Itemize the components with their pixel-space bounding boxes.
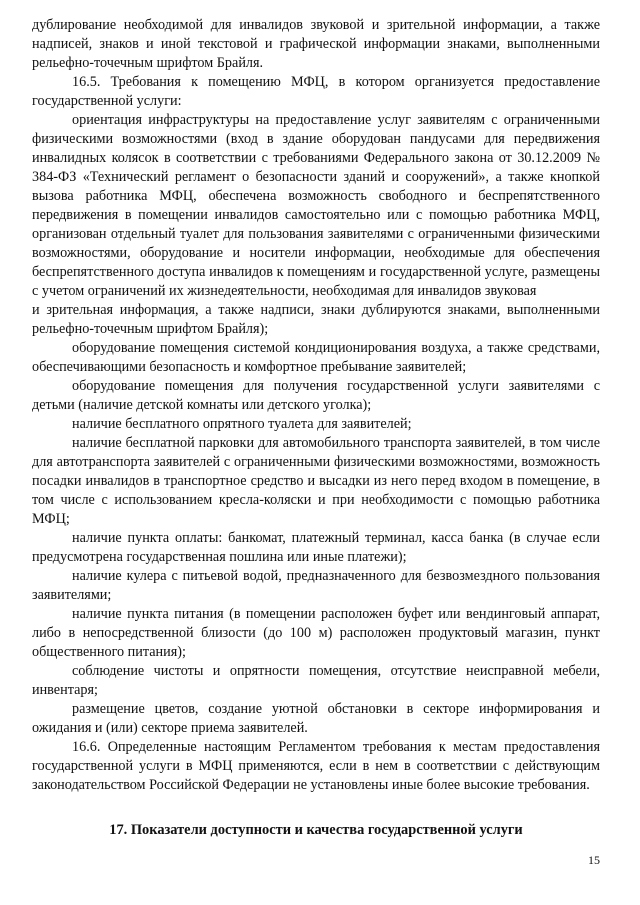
- paragraph: размещение цветов, создание уютной обстановки в секторе информирования и ожидания и (или) секторе приема заявителей.: [32, 701, 600, 736]
- paragraph: наличие бесплатной парковки для автомобильного транспорта заявителей, в том числе для автотранспорта заявителей с ограниченными физическими возможностями, возможность посадки инвалидов в транспортное средство и высадки из него перед входом в помещение, в том числе с использованием кресла-коляски и при необходимости с помощью работника МФЦ;: [32, 435, 600, 527]
- paragraph: оборудование помещения системой кондиционирования воздуха, а также средствами, обеспечивающими безопасность и комфортное пребывание заявителей;: [32, 340, 600, 375]
- document-body: [32, 16, 600, 795]
- paragraph: 16.5. Требования к помещению МФЦ, в котором организуется предоставление государственной услуги:: [32, 74, 600, 109]
- paragraph: наличие пункта питания (в помещении расположен буфет или вендинговый аппарат, либо в непосредственной близости (до 100 м) расположен продуктовый магазин, пункт общественного питания);: [32, 606, 600, 660]
- paragraph: ориентация инфраструктуры на предоставление услуг заявителям с ограниченными физическими возможностями (вход в здание оборудован пандусами для передвижения инвалидных колясок в соответствии с требованиями Федерального закона от 30.12.2009 № 384-ФЗ «Технический регламент о безопасности зданий и сооружений», а также кнопкой вызова работника МФЦ, обеспечена возможность свободного и беспрепятственного передвижения в помещении инвалидов самостоятельно или с помощью работника МФЦ, организован отдельный туалет для пользования заявителями с ограниченными физическими возможностями, оборудование и носители информации, необходимые для обеспечения беспрепятственного доступа инвалидов к помещениям и государственной услуге, размещены с учетом ограничений их жизнедеятельности, необходимая для инвалидов звуковая: [32, 112, 600, 299]
- paragraph: и зрительная информация, а также надписи, знаки дублируются знаками, выполненными рельефно-точечным шрифтом Брайля);: [32, 302, 600, 337]
- paragraph: 16.6. Определенные настоящим Регламентом требования к местам предоставления государственной услуги в МФЦ применяются, если в нем в соответствии с действующим законодательством Российской Федерации не установлены иные более высокие требования.: [32, 739, 600, 793]
- paragraph: оборудование помещения для получения государственной услуги заявителями с детьми (наличие детской комнаты или детского уголка);: [32, 378, 600, 413]
- paragraph: дублирование необходимой для инвалидов звуковой и зрительной информации, а также надписей, знаков и иной текстовой и графической информации знаками, выполненными рельефно-точечным шрифтом Брайля.: [32, 17, 600, 71]
- page-number: 15: [588, 853, 600, 867]
- paragraph: наличие пункта оплаты: банкомат, платежный терминал, касса банка (в случае если предусмотрена государственная пошлина или иные платежи);: [32, 530, 600, 565]
- paragraph: наличие кулера с питьевой водой, предназначенного для безвозмездного пользования заявителями;: [32, 568, 600, 603]
- paragraph: соблюдение чистоты и опрятности помещения, отсутствие неисправной мебели, инвентаря;: [32, 663, 600, 698]
- paragraph: наличие бесплатного опрятного туалета для заявителей;: [72, 416, 412, 432]
- section-heading: 17. Показатели доступности и качества государственной услуги: [109, 822, 523, 838]
